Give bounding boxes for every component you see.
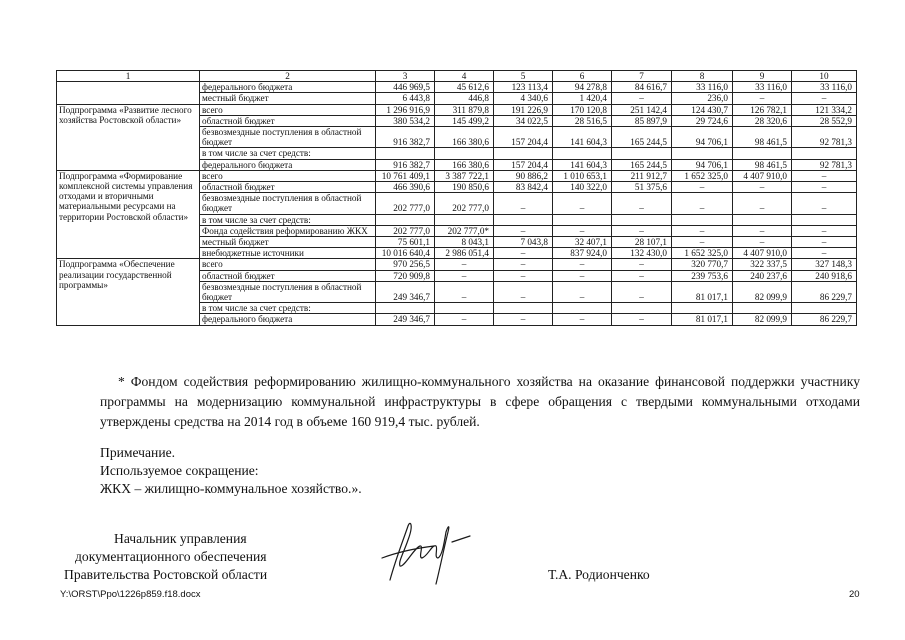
value-cell: 3 387 722,1	[435, 170, 494, 181]
funding-source-cell: внебюджетные источники	[200, 248, 376, 259]
funding-source-cell: всего	[200, 259, 376, 270]
value-cell	[553, 214, 612, 225]
value-cell: 249 346,7	[376, 281, 435, 302]
value-cell: 75 601,1	[376, 237, 435, 248]
value-cell: 141 604,3	[553, 127, 612, 148]
value-cell: 380 534,2	[376, 115, 435, 126]
value-cell: 170 120,8	[553, 104, 612, 115]
value-cell: 251 142,4	[612, 104, 672, 115]
value-cell: 446,8	[435, 93, 494, 104]
value-cell: 239 753,6	[672, 270, 733, 281]
value-cell: –	[612, 225, 672, 236]
value-cell: –	[435, 281, 494, 302]
value-cell: 45 612,6	[435, 82, 494, 93]
value-cell: 1 010 653,1	[553, 170, 612, 181]
program-name-cell: Подпрограмма «Обеспечение реализации государственной программы»	[57, 259, 200, 325]
value-cell: 28 552,9	[792, 115, 857, 126]
value-cell	[672, 148, 733, 159]
signatory-name: Т.А. Родионченко	[548, 567, 650, 582]
value-cell: 837 924,0	[553, 248, 612, 259]
signatory-title-line-2: документационного обеспечения	[75, 549, 267, 564]
column-header: 9	[733, 71, 792, 82]
value-cell	[435, 148, 494, 159]
funding-source-cell: местный бюджет	[200, 237, 376, 248]
table-header-row	[57, 71, 857, 82]
column-header: 10	[792, 71, 857, 82]
value-cell: –	[494, 314, 553, 325]
value-cell	[672, 303, 733, 314]
value-cell: –	[733, 93, 792, 104]
value-cell: 157 204,4	[494, 127, 553, 148]
value-cell	[376, 214, 435, 225]
column-header: 3	[376, 71, 435, 82]
value-cell: 4 407 910,0	[733, 248, 792, 259]
value-cell: –	[672, 182, 733, 193]
value-cell: –	[792, 237, 857, 248]
value-cell: 10 016 640,4	[376, 248, 435, 259]
value-cell: 202 777,0	[376, 225, 435, 236]
note-line-2: ЖКХ – жилищно-коммунальное хозяйство.».	[100, 481, 362, 496]
value-cell	[376, 148, 435, 159]
value-cell: 126 782,1	[733, 104, 792, 115]
value-cell: –	[792, 170, 857, 181]
program-name-cell: Подпрограмма «Развитие лесного хозяйства Ростовской области»	[57, 104, 200, 170]
table-row	[57, 170, 857, 181]
column-header: 2	[200, 71, 376, 82]
value-cell: –	[733, 225, 792, 236]
value-cell: 51 375,6	[612, 182, 672, 193]
value-cell: –	[792, 225, 857, 236]
value-cell: 92 781,3	[792, 159, 857, 170]
funding-source-cell: в том числе за счет средств:	[200, 148, 376, 159]
value-cell: 32 407,1	[553, 237, 612, 248]
value-cell: –	[553, 314, 612, 325]
value-cell	[733, 148, 792, 159]
value-cell: 29 724,6	[672, 115, 733, 126]
value-cell: 86 229,7	[792, 314, 857, 325]
value-cell: 124 430,7	[672, 104, 733, 115]
value-cell: –	[494, 248, 553, 259]
value-cell: 190 850,6	[435, 182, 494, 193]
value-cell: 320 770,7	[672, 259, 733, 270]
value-cell	[435, 303, 494, 314]
budget-table	[56, 70, 857, 326]
column-header: 7	[612, 71, 672, 82]
value-cell: –	[733, 182, 792, 193]
value-cell	[494, 148, 553, 159]
value-cell: 92 781,3	[792, 127, 857, 148]
value-cell: –	[792, 193, 857, 214]
value-cell: 322 337,5	[733, 259, 792, 270]
value-cell: 4 340,6	[494, 93, 553, 104]
value-cell: 202 777,0	[376, 193, 435, 214]
value-cell	[612, 148, 672, 159]
program-name-cell	[57, 82, 200, 104]
value-cell: 82 099,9	[733, 281, 792, 302]
value-cell	[612, 303, 672, 314]
handwritten-signature	[378, 518, 478, 590]
value-cell: –	[672, 193, 733, 214]
value-cell: –	[435, 259, 494, 270]
value-cell: –	[612, 314, 672, 325]
value-cell: 166 380,6	[435, 127, 494, 148]
value-cell: –	[612, 281, 672, 302]
funding-source-cell: в том числе за счет средств:	[200, 214, 376, 225]
value-cell: 4 407 910,0	[733, 170, 792, 181]
value-cell: 720 909,8	[376, 270, 435, 281]
value-cell: –	[672, 237, 733, 248]
value-cell: 7 043,8	[494, 237, 553, 248]
value-cell: 81 017,1	[672, 281, 733, 302]
value-cell: 33 116,0	[672, 82, 733, 93]
value-cell: 202 777,0	[435, 193, 494, 214]
footer-filename: Y:\ORST\Ppo\1226p859.f18.docx	[60, 589, 201, 600]
page-number: 20	[849, 589, 860, 600]
footnote	[100, 372, 860, 432]
value-cell: 28 516,5	[553, 115, 612, 126]
value-cell: 140 322,0	[553, 182, 612, 193]
column-header: 4	[435, 71, 494, 82]
value-cell: 10 761 409,1	[376, 170, 435, 181]
value-cell: 2 986 051,4	[435, 248, 494, 259]
value-cell: 90 886,2	[494, 170, 553, 181]
funding-source-cell: в том числе за счет средств:	[200, 303, 376, 314]
value-cell: 28 107,1	[612, 237, 672, 248]
signatory-title-line-3: Правительства Ростовской области	[64, 567, 268, 582]
value-cell: 211 912,7	[612, 170, 672, 181]
value-cell: 121 334,2	[792, 104, 857, 115]
funding-source-cell: областной бюджет	[200, 270, 376, 281]
value-cell	[435, 214, 494, 225]
value-cell: –	[612, 270, 672, 281]
value-cell: 236,0	[672, 93, 733, 104]
value-cell: 86 229,7	[792, 281, 857, 302]
value-cell	[733, 214, 792, 225]
value-cell: 249 346,7	[376, 314, 435, 325]
funding-source-cell: безвозмездные поступления в областной бюджет	[200, 127, 376, 148]
footnote-text: * Фондом содействия реформированию жилищно-коммунального хозяйства на оказание финансовой поддержки участнику программы на модернизацию коммунальной инфраструктуры в сфере обращения с твердыми коммунальными отходами утверждены средства на 2014 год в объеме 160 919,4 тыс. рублей.	[100, 374, 860, 429]
value-cell: 916 382,7	[376, 127, 435, 148]
value-cell: –	[612, 259, 672, 270]
value-cell: 141 604,3	[553, 159, 612, 170]
value-cell: 202 777,0*	[435, 225, 494, 236]
value-cell: 446 969,5	[376, 82, 435, 93]
value-cell: –	[494, 281, 553, 302]
signatory-title-line-1: Начальник управления	[114, 531, 247, 546]
funding-source-cell: федерального бюджета	[200, 314, 376, 325]
funding-source-cell: Фонда содействия реформированию ЖКХ	[200, 225, 376, 236]
value-cell: 123 113,4	[494, 82, 553, 93]
value-cell: 6 443,8	[376, 93, 435, 104]
value-cell: 82 099,9	[733, 314, 792, 325]
value-cell: 145 499,2	[435, 115, 494, 126]
funding-source-cell: областной бюджет	[200, 115, 376, 126]
funding-source-cell: безвозмездные поступления в областной бюджет	[200, 281, 376, 302]
funding-source-cell: всего	[200, 104, 376, 115]
value-cell: 165 244,5	[612, 127, 672, 148]
value-cell: –	[494, 193, 553, 214]
value-cell	[612, 214, 672, 225]
note-line-1: Используемое сокращение:	[100, 463, 259, 478]
funding-source-cell: местный бюджет	[200, 93, 376, 104]
value-cell: 132 430,0	[612, 248, 672, 259]
column-header: 1	[57, 71, 200, 82]
value-cell: –	[553, 193, 612, 214]
value-cell: 94 706,1	[672, 159, 733, 170]
column-header: 8	[672, 71, 733, 82]
value-cell	[792, 148, 857, 159]
value-cell: 34 022,5	[494, 115, 553, 126]
value-cell: –	[733, 237, 792, 248]
value-cell: 1 296 916,9	[376, 104, 435, 115]
value-cell: –	[494, 225, 553, 236]
note-title: Примечание.	[100, 445, 176, 460]
value-cell: –	[792, 182, 857, 193]
value-cell: 81 017,1	[672, 314, 733, 325]
value-cell: –	[553, 225, 612, 236]
value-cell: 33 116,0	[792, 82, 857, 93]
table-row	[57, 82, 857, 93]
value-cell	[672, 214, 733, 225]
value-cell: 84 616,7	[612, 82, 672, 93]
value-cell: 466 390,6	[376, 182, 435, 193]
value-cell: 165 244,5	[612, 159, 672, 170]
value-cell	[553, 303, 612, 314]
value-cell: 1 652 325,0	[672, 170, 733, 181]
value-cell: 98 461,5	[733, 159, 792, 170]
value-cell: 28 320,6	[733, 115, 792, 126]
program-name-cell: Подпрограмма «Формирование комплексной системы управления отходами и вторичными материальными ресурсами на территории Ростовской области»	[57, 170, 200, 259]
value-cell: 33 116,0	[733, 82, 792, 93]
value-cell: 327 148,3	[792, 259, 857, 270]
value-cell: –	[612, 93, 672, 104]
value-cell: –	[733, 193, 792, 214]
value-cell: 970 256,5	[376, 259, 435, 270]
table-row	[57, 259, 857, 270]
value-cell: 916 382,7	[376, 159, 435, 170]
value-cell: –	[435, 270, 494, 281]
value-cell: 157 204,4	[494, 159, 553, 170]
table-row	[57, 104, 857, 115]
value-cell	[553, 148, 612, 159]
value-cell: 166 380,6	[435, 159, 494, 170]
value-cell: 8 043,1	[435, 237, 494, 248]
value-cell: 191 226,9	[494, 104, 553, 115]
value-cell	[494, 214, 553, 225]
value-cell	[733, 303, 792, 314]
value-cell: 1 652 325,0	[672, 248, 733, 259]
funding-source-cell: областной бюджет	[200, 182, 376, 193]
value-cell: –	[494, 270, 553, 281]
value-cell: –	[553, 281, 612, 302]
value-cell: –	[553, 270, 612, 281]
value-cell: 94 706,1	[672, 127, 733, 148]
value-cell: 311 879,8	[435, 104, 494, 115]
value-cell: 1 420,4	[553, 93, 612, 104]
column-header: 6	[553, 71, 612, 82]
value-cell	[792, 214, 857, 225]
value-cell: –	[672, 225, 733, 236]
value-cell	[792, 303, 857, 314]
funding-source-cell: всего	[200, 170, 376, 181]
value-cell	[376, 303, 435, 314]
funding-source-cell: федерального бюджета	[200, 82, 376, 93]
value-cell	[494, 303, 553, 314]
funding-source-cell: федерального бюджета	[200, 159, 376, 170]
value-cell: 240 918,6	[792, 270, 857, 281]
value-cell: –	[435, 314, 494, 325]
value-cell: 98 461,5	[733, 127, 792, 148]
column-header: 5	[494, 71, 553, 82]
value-cell: 94 278,8	[553, 82, 612, 93]
value-cell: 83 842,4	[494, 182, 553, 193]
value-cell: 240 237,6	[733, 270, 792, 281]
value-cell: –	[553, 259, 612, 270]
value-cell: 85 897,9	[612, 115, 672, 126]
value-cell: –	[612, 193, 672, 214]
value-cell: –	[792, 248, 857, 259]
value-cell: –	[494, 259, 553, 270]
value-cell: –	[792, 93, 857, 104]
funding-source-cell: безвозмездные поступления в областной бюджет	[200, 193, 376, 214]
